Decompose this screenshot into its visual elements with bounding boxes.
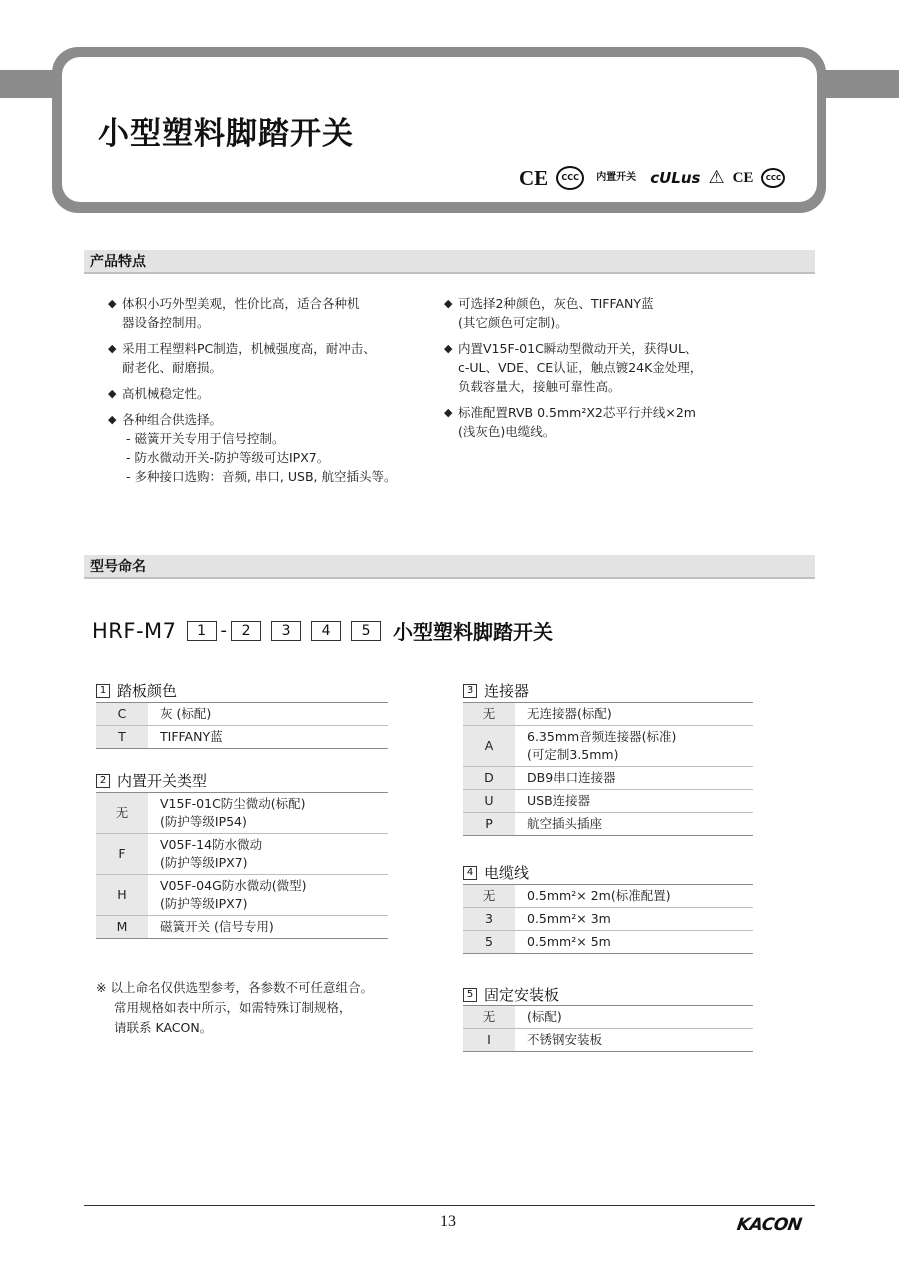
feature-line: - 磁簧开关专用于信号控制。 xyxy=(126,431,285,446)
feature-line: 耐老化、耐磨损。 xyxy=(122,360,223,375)
feature-line: (浅灰色)电缆线。 xyxy=(458,424,556,439)
option-title-text: 固定安装板 xyxy=(484,986,560,1004)
option-code: F xyxy=(96,834,148,875)
model-code-line xyxy=(92,616,553,645)
option-code: 3 xyxy=(463,908,515,931)
option-number: 2 xyxy=(96,774,110,788)
cable-table xyxy=(463,884,753,954)
table-row xyxy=(463,1029,753,1052)
feature-line: 负载容量大，接触可靠性高。 xyxy=(458,379,621,394)
option-description xyxy=(148,834,388,875)
option-description xyxy=(515,908,753,931)
feature-item xyxy=(444,403,774,441)
description-line: 0.5mm²× 2m(标准配置) xyxy=(527,888,671,903)
option-code: M xyxy=(96,916,148,939)
diamond-bullet-icon: ◆ xyxy=(444,342,453,355)
option-description xyxy=(148,916,388,939)
model-prefix: HRF-M7 xyxy=(92,618,177,643)
page-number: 13 xyxy=(440,1213,456,1230)
option-code: C xyxy=(96,703,148,726)
naming-section-header: 型号命名 xyxy=(84,555,815,579)
note-line: ※ 以上命名仅供选型参考，各参数不可任意组合。 xyxy=(96,980,373,995)
feature-item xyxy=(444,294,774,332)
pedal-color-table xyxy=(96,702,388,749)
feature-line: - 多种接口选购：音频, 串口, USB, 航空插头等。 xyxy=(126,469,397,484)
option-code: I xyxy=(463,1029,515,1052)
model-box-1: 1 xyxy=(187,621,217,641)
option-description xyxy=(515,813,753,836)
model-suffix: 小型塑料脚踏开关 xyxy=(393,620,554,644)
connector-title xyxy=(463,680,529,701)
selection-note xyxy=(96,978,373,1038)
option-number: 4 xyxy=(463,866,477,880)
feature-item xyxy=(108,294,418,332)
description-line: (可定制3.5mm) xyxy=(527,747,619,762)
features-right-column xyxy=(444,294,774,448)
table-row xyxy=(463,767,753,790)
feature-item xyxy=(108,410,418,486)
table-row xyxy=(96,875,388,916)
diamond-bullet-icon: ◆ xyxy=(108,342,117,355)
table-row xyxy=(463,1006,753,1029)
description-line: (防护等级IPX7) xyxy=(160,855,248,870)
feature-line: 高机械稳定性。 xyxy=(122,386,210,401)
feature-line: 内置V15F-01C瞬动型微动开关，获得UL、 xyxy=(458,341,698,356)
option-description xyxy=(148,726,388,749)
description-line: TIFFANY蓝 xyxy=(160,729,223,744)
table-row xyxy=(463,726,753,767)
note-line: 常用规格如表中所示，如需特殊订制规格， xyxy=(114,1000,352,1015)
header-side-bar-right xyxy=(822,70,899,98)
option-description xyxy=(515,931,753,954)
option-description xyxy=(515,790,753,813)
table-row xyxy=(463,931,753,954)
option-description xyxy=(515,703,753,726)
option-number: 5 xyxy=(463,988,477,1002)
table-row xyxy=(463,813,753,836)
description-line: 0.5mm²× 5m xyxy=(527,934,611,949)
table-row xyxy=(96,834,388,875)
diamond-bullet-icon: ◆ xyxy=(444,297,453,310)
feature-item xyxy=(108,384,418,403)
option-code: U xyxy=(463,790,515,813)
option-code: 5 xyxy=(463,931,515,954)
model-box-5: 5 xyxy=(351,621,381,641)
table-row xyxy=(463,703,753,726)
option-description xyxy=(148,793,388,834)
option-description xyxy=(148,703,388,726)
mounting-plate-title xyxy=(463,984,559,1005)
option-code: T xyxy=(96,726,148,749)
option-title-text: 内置开关类型 xyxy=(117,772,208,790)
certification-marks xyxy=(519,166,785,190)
option-title-text: 电缆线 xyxy=(484,864,530,882)
ce-mark-icon: CE xyxy=(519,165,549,190)
option-code: D xyxy=(463,767,515,790)
option-title-text: 踏板颜色 xyxy=(117,682,178,700)
diamond-bullet-icon: ◆ xyxy=(444,406,453,419)
option-code: 无 xyxy=(463,703,515,726)
cable-title xyxy=(463,862,529,883)
built-in-switch-label: 内置开关 xyxy=(596,172,637,183)
feature-line: 采用工程塑料PC制造，机械强度高，耐冲击、 xyxy=(122,341,376,356)
features-left-column xyxy=(108,294,418,493)
ul-mark-icon: cULus xyxy=(650,168,701,187)
description-line: V15F-01C防尘微动(标配) xyxy=(160,796,306,811)
description-line: V05F-14防水微动 xyxy=(160,837,263,852)
option-description xyxy=(515,885,753,908)
description-line: 磁簧开关 (信号专用) xyxy=(160,919,274,934)
table-row xyxy=(96,793,388,834)
ccc-mark-icon: CCC xyxy=(556,166,584,190)
note-line: 请联系 KACON。 xyxy=(114,1020,213,1035)
feature-line: (其它颜色可定制)。 xyxy=(458,315,568,330)
switch-type-table xyxy=(96,792,388,939)
table-row xyxy=(463,885,753,908)
option-description xyxy=(515,767,753,790)
model-box-2: 2 xyxy=(231,621,261,641)
feature-line: - 防水微动开关-防护等级可达IPX7。 xyxy=(126,450,330,465)
model-box-3: 3 xyxy=(271,621,301,641)
diamond-bullet-icon: ◆ xyxy=(108,297,117,310)
table-row xyxy=(96,703,388,726)
table-row xyxy=(463,790,753,813)
kacon-logo: KACON xyxy=(735,1215,803,1235)
description-line: (标配) xyxy=(527,1009,562,1024)
feature-item xyxy=(444,339,774,396)
option-code: 无 xyxy=(96,793,148,834)
diamond-bullet-icon: ◆ xyxy=(108,413,117,426)
feature-line: c-UL、VDE、CE认证，触点镀24K金处理， xyxy=(458,360,703,375)
option-description xyxy=(515,1029,753,1052)
option-code: P xyxy=(463,813,515,836)
option-code: H xyxy=(96,875,148,916)
description-line: 0.5mm²× 3m xyxy=(527,911,611,926)
feature-line: 各种组合供选择。 xyxy=(122,412,223,427)
feature-item xyxy=(108,339,418,377)
option-description xyxy=(515,1006,753,1029)
option-description xyxy=(148,875,388,916)
feature-line: 器设备控制用。 xyxy=(122,315,210,330)
features-section-header: 产品特点 xyxy=(84,250,815,274)
option-code: 无 xyxy=(463,1006,515,1029)
description-line: USB连接器 xyxy=(527,793,591,808)
description-line: 航空插头插座 xyxy=(527,816,603,831)
footer-rule xyxy=(84,1205,815,1206)
model-dash: - xyxy=(220,620,228,641)
mounting-plate-table xyxy=(463,1005,753,1052)
description-line: 不锈钢安装板 xyxy=(527,1032,603,1047)
page-title: 小型塑料脚踏开关 xyxy=(98,116,354,152)
description-line: (防护等级IP54) xyxy=(160,814,247,829)
vde-mark-icon: ⚠ xyxy=(708,167,725,188)
ccc-mark-small-icon: CCC xyxy=(761,168,785,188)
option-title-text: 连接器 xyxy=(484,682,530,700)
table-row xyxy=(463,908,753,931)
description-line: V05F-04G防水微动(微型) xyxy=(160,878,307,893)
description-line: 无连接器(标配) xyxy=(527,706,612,721)
option-code: A xyxy=(463,726,515,767)
option-number: 3 xyxy=(463,684,477,698)
model-box-4: 4 xyxy=(311,621,341,641)
feature-line: 标准配置RVB 0.5mm²X2芯平行并线×2m xyxy=(458,405,696,420)
option-description xyxy=(515,726,753,767)
switch-type-title xyxy=(96,770,207,791)
table-row xyxy=(96,916,388,939)
description-line: DB9串口连接器 xyxy=(527,770,616,785)
pedal-color-title xyxy=(96,680,177,701)
option-number: 1 xyxy=(96,684,110,698)
ce-mark-small-icon: CE xyxy=(732,169,754,186)
diamond-bullet-icon: ◆ xyxy=(108,387,117,400)
feature-line: 体积小巧外型美观，性价比高，适合各种机 xyxy=(122,296,360,311)
description-line: 灰 (标配) xyxy=(160,706,212,721)
connector-table xyxy=(463,702,753,836)
feature-line: 可选择2种颜色，灰色、TIFFANY蓝 xyxy=(458,296,654,311)
table-row xyxy=(96,726,388,749)
description-line: (防护等级IPX7) xyxy=(160,896,248,911)
description-line: 6.35mm音频连接器(标准) xyxy=(527,729,677,744)
option-code: 无 xyxy=(463,885,515,908)
